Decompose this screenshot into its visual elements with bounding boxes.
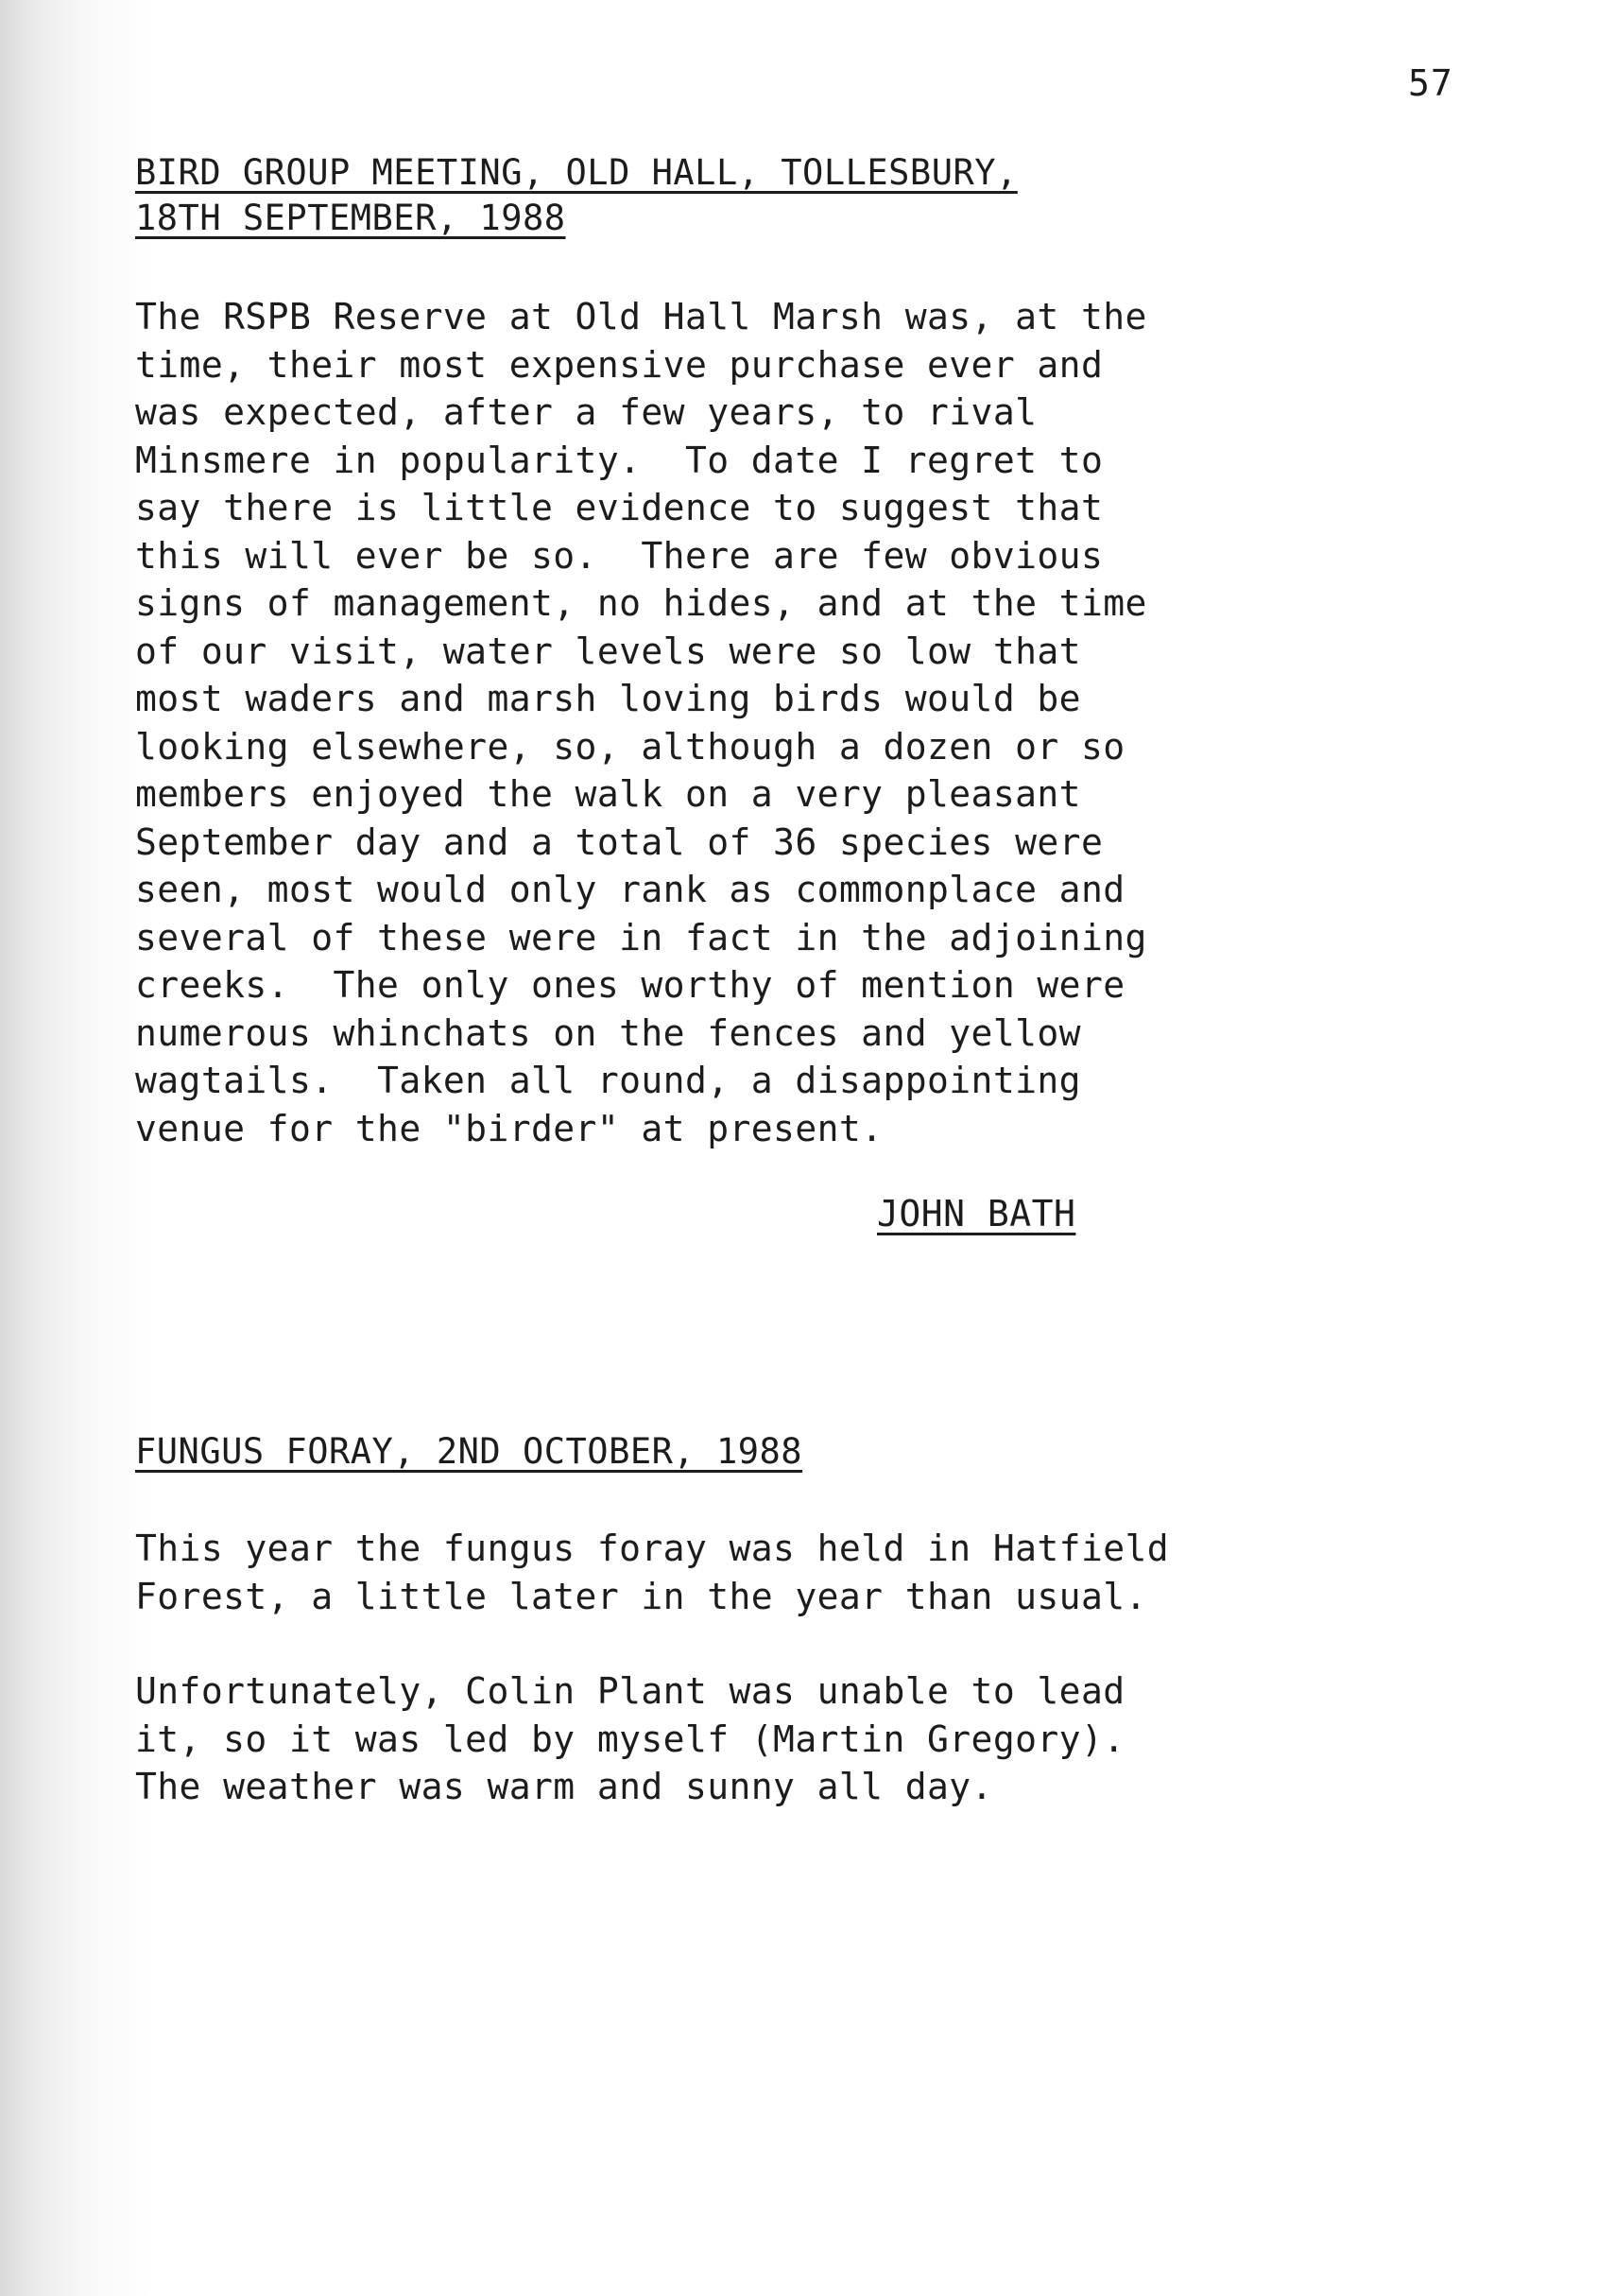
body-line: numerous whinchats on the fences and yellow — [135, 1011, 1081, 1054]
body-line: Minsmere in popularity. To date I regret to — [135, 439, 1104, 481]
article-heading-line-1: BIRD GROUP MEETING, OLD HALL, TOLLESBURY, — [135, 152, 1018, 193]
body-line: venue for the "birder" at present. — [135, 1107, 884, 1149]
spacer — [135, 1620, 1477, 1667]
body-line: signs of management, no hides, and at the time — [135, 582, 1147, 624]
body-line: of our visit, water levels were so low that — [135, 630, 1081, 672]
body-line: several of these were in fact in the adjoining — [135, 916, 1147, 958]
author-signature: JOHN BATH — [877, 1193, 1076, 1234]
body-line: This year the fungus foray was held in Hatfield — [135, 1528, 1170, 1569]
fungus-paragraph-1 — [135, 1525, 1477, 1620]
page-number: 57 — [1408, 62, 1453, 104]
body-line: creeks. The only ones worthy of mention were — [135, 964, 1125, 1006]
spacer — [135, 244, 1477, 293]
body-line: time, their most expensive purchase ever and — [135, 343, 1104, 386]
fungus-heading: FUNGUS FORAY, 2ND OCTOBER, 1988 — [135, 1431, 803, 1472]
article-body — [135, 293, 1477, 1152]
spacer — [135, 1477, 1477, 1525]
body-line: The weather was warm and sunny all day. — [135, 1766, 993, 1807]
article-heading-line-2: 18TH SEPTEMBER, 1988 — [135, 198, 566, 238]
body-line: Forest, a little later in the year than usual. — [135, 1575, 1147, 1617]
body-line: most waders and marsh loving birds would be — [135, 678, 1081, 719]
body-line: Unfortunately, Colin Plant was unable to lead — [135, 1670, 1125, 1712]
body-line: looking elsewhere, so, although a dozen or so — [135, 725, 1125, 768]
fungus-foray-article — [135, 1432, 1477, 1811]
body-line: September day and a total of 36 species were — [135, 820, 1104, 863]
body-line: The RSPB Reserve at Old Hall Marsh was, at the — [135, 296, 1147, 337]
body-line: this will ever be so. There are few obvious — [135, 534, 1104, 577]
body-line: say there is little evidence to suggest that — [135, 487, 1104, 528]
fungus-paragraph-2 — [135, 1667, 1477, 1811]
bird-group-article — [135, 153, 1477, 1152]
body-line: was expected, after a few years, to rival — [135, 391, 1038, 433]
body-line: wagtails. Taken all round, a disappointing — [135, 1060, 1081, 1101]
body-line: members enjoyed the walk on a very pleasant — [135, 773, 1081, 815]
body-line: it, so it was led by myself (Martin Gregory). — [135, 1718, 1125, 1760]
body-line: seen, most would only rank as commonplace and — [135, 869, 1125, 910]
